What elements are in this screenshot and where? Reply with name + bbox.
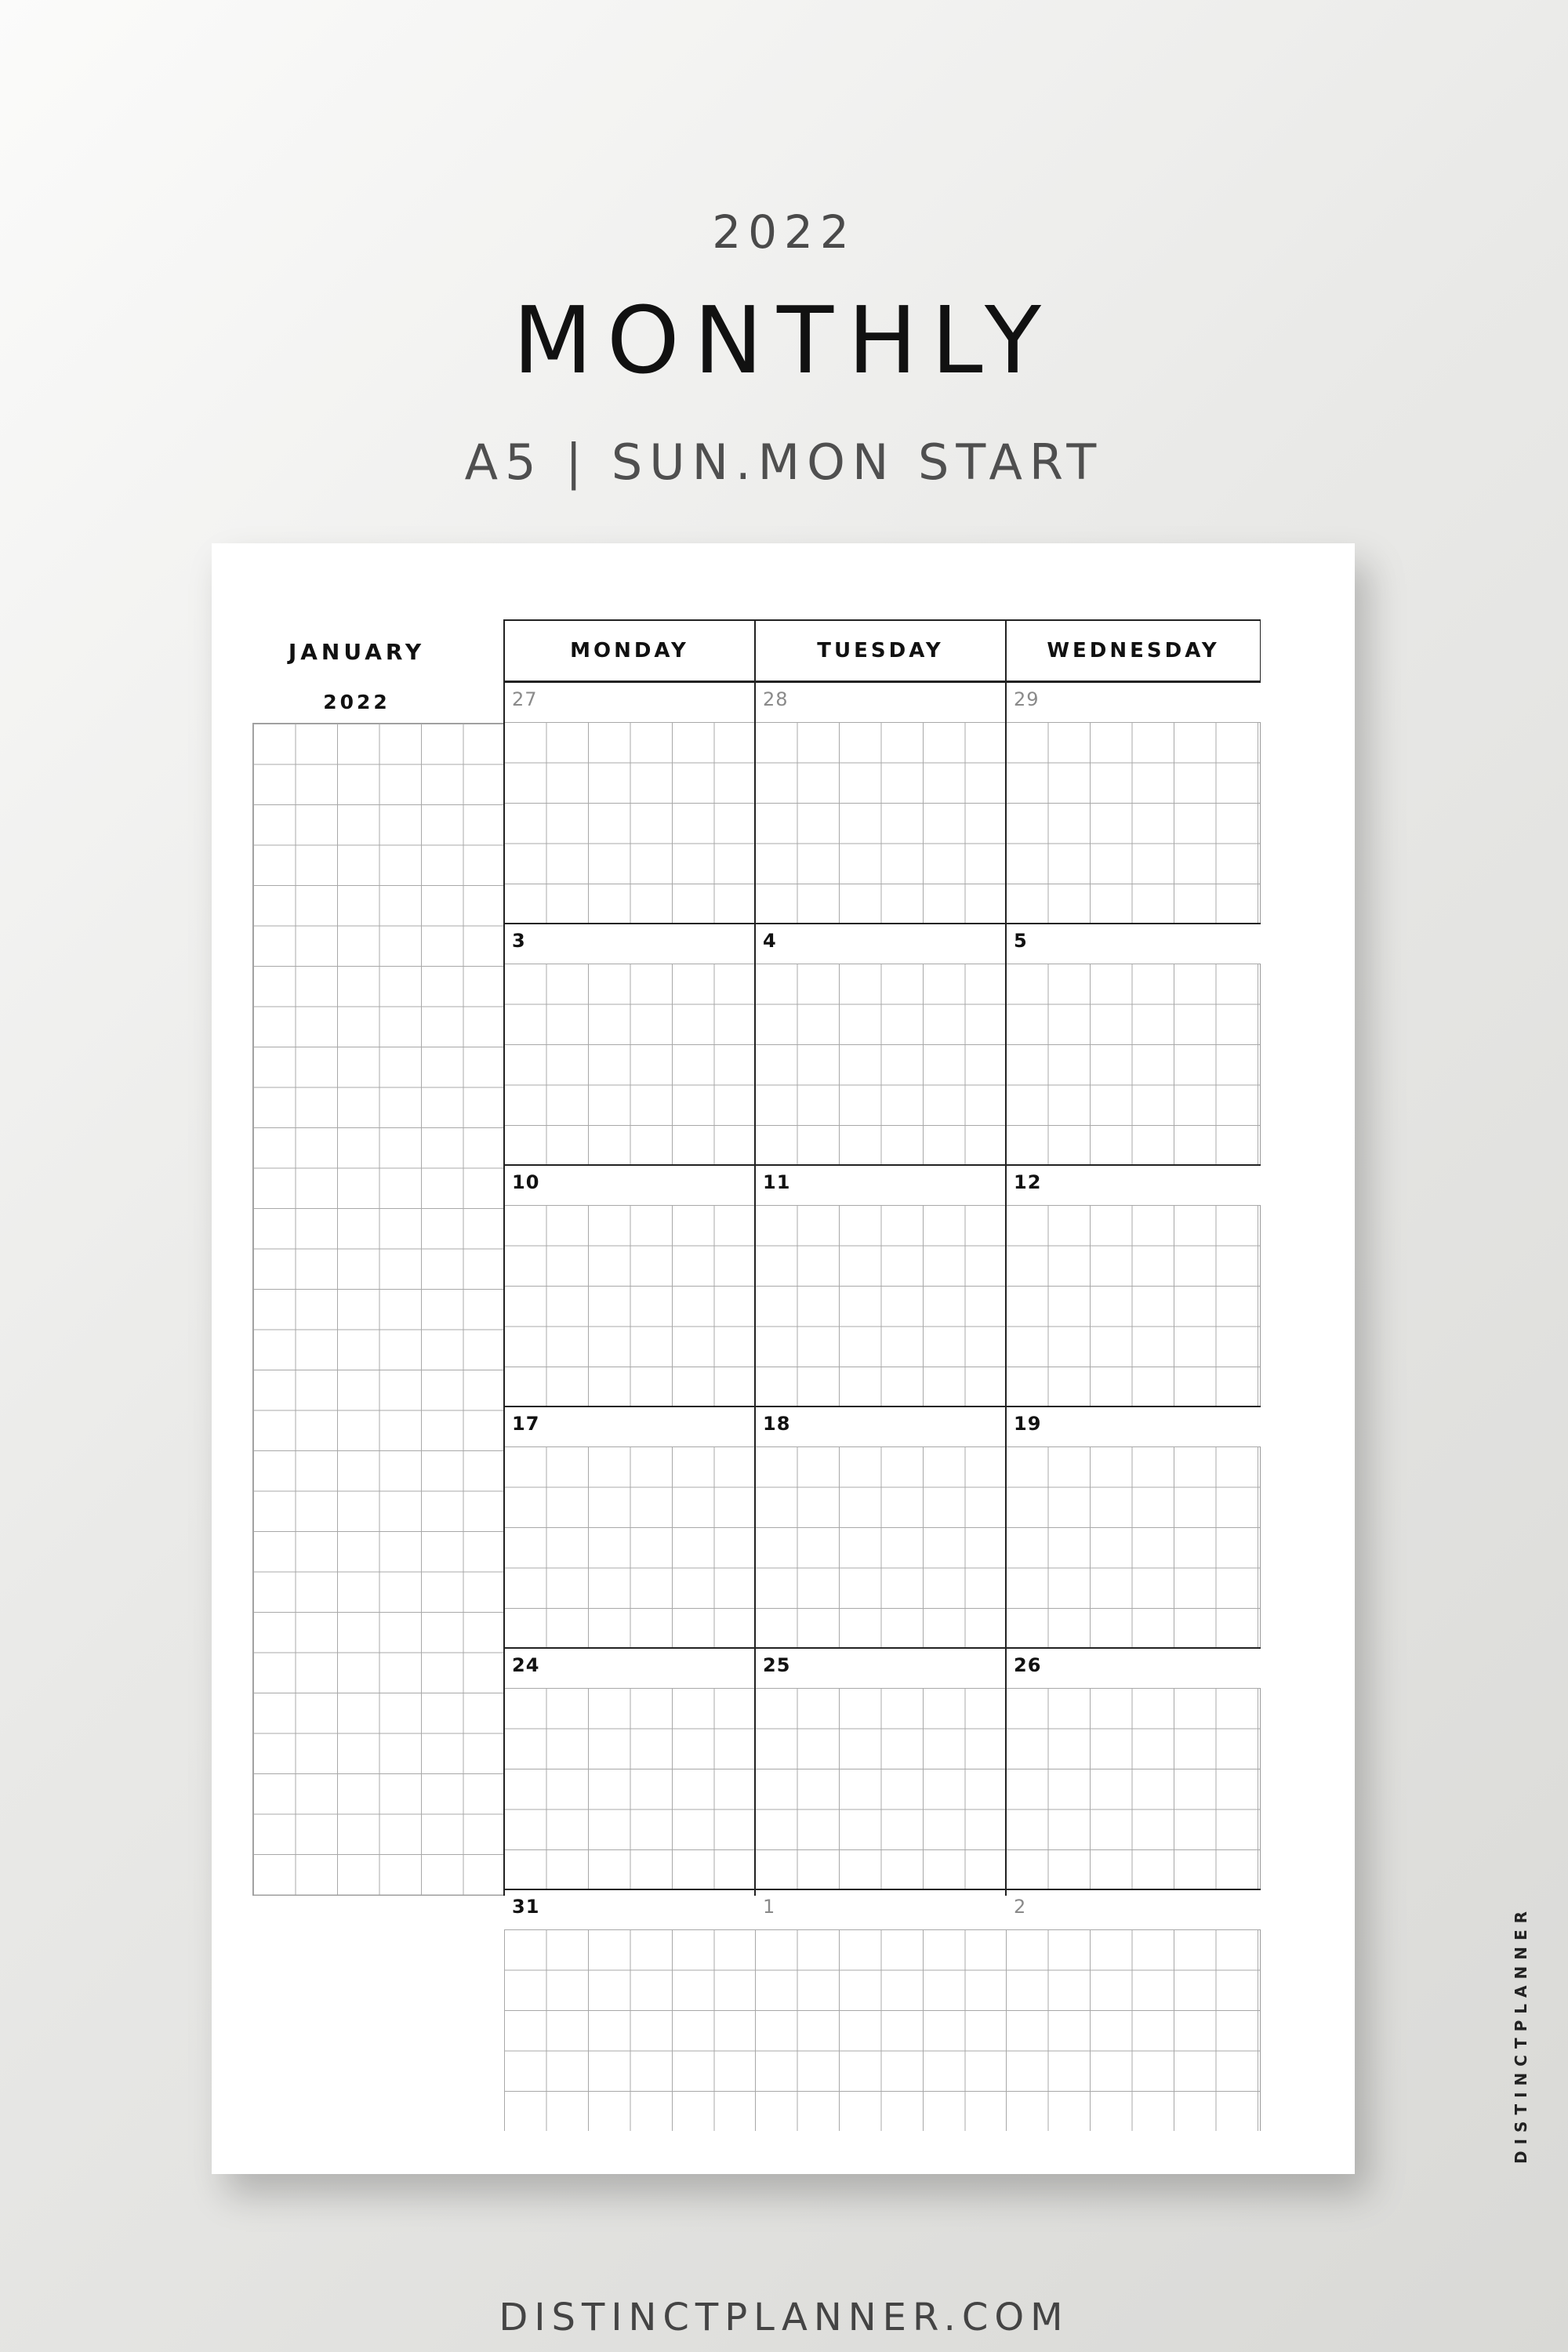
day-number: 4 [763,930,777,952]
day-note-grid [1006,1929,1261,2131]
column-divider [754,619,756,1896]
day-number: 29 [1014,688,1040,710]
day-cell[interactable] [504,1648,755,1889]
month-name: JANUARY [288,639,426,665]
day-note-grid [504,964,755,1165]
notes-grid [252,723,505,1896]
day-cell[interactable] [1006,1165,1261,1406]
day-cell[interactable] [1006,1648,1261,1889]
day-cell[interactable] [755,1165,1006,1406]
day-number: 2 [1014,1896,1027,1918]
day-number: 10 [512,1171,540,1193]
day-note-grid [1006,1688,1261,1889]
day-number: 26 [1014,1654,1042,1676]
day-number: 3 [512,930,526,952]
day-note-grid [1006,964,1261,1165]
day-number: 11 [763,1171,791,1193]
day-cell[interactable] [755,924,1006,1165]
day-note-grid [504,1688,755,1889]
day-note-grid [755,964,1006,1165]
day-note-grid [1006,722,1261,924]
day-number: 25 [763,1654,791,1676]
day-note-grid [755,1929,1006,2131]
day-cell[interactable] [504,682,755,924]
day-cell[interactable] [1006,924,1261,1165]
day-cell[interactable] [1006,682,1261,924]
day-number: 1 [763,1896,776,1918]
header-year: 2022 [712,205,856,259]
day-number: 19 [1014,1413,1042,1435]
day-number: 31 [512,1896,540,1918]
day-cell[interactable] [755,1406,1006,1648]
day-cell[interactable] [504,1165,755,1406]
day-number: 27 [512,688,538,710]
day-number: 17 [512,1413,540,1435]
day-cell[interactable] [755,1889,1006,2131]
weekday-header-tuesday: TUESDAY [755,619,1006,682]
weekday-header-wednesday: WEDNESDAY [1006,619,1261,682]
column-divider [503,619,505,1896]
day-cell[interactable] [755,1648,1006,1889]
side-brand-text: DISTINCTPLANNER [1512,1904,1530,2164]
day-note-grid [1006,1205,1261,1406]
day-number: 12 [1014,1171,1042,1193]
month-year: 2022 [323,691,390,713]
day-note-grid [1006,1446,1261,1648]
calendar-grid [504,619,1261,1918]
weekday-header-monday: MONDAY [504,619,755,682]
day-number: 28 [763,688,789,710]
day-note-grid [755,1446,1006,1648]
day-number: 24 [512,1654,540,1676]
day-note-grid [504,1446,755,1648]
day-cell[interactable] [504,1889,755,2131]
header-subtitle: A5 | SUN.MON START [464,434,1104,491]
day-cell[interactable] [755,682,1006,924]
header-title: MONTHLY [513,286,1055,394]
day-note-grid [504,722,755,924]
day-note-grid [504,1205,755,1406]
day-number: 5 [1014,930,1028,952]
day-cell[interactable] [1006,1406,1261,1648]
column-divider [1005,619,1007,1896]
day-note-grid [755,1688,1006,1889]
planner-page [212,543,1530,2174]
header-divider [504,681,1261,683]
day-note-grid [504,1929,755,2131]
day-number: 18 [763,1413,791,1435]
day-cell[interactable] [504,924,755,1165]
day-note-grid [755,1205,1006,1406]
day-cell[interactable] [504,1406,755,1648]
day-note-grid [755,722,1006,924]
day-cell[interactable] [1006,1889,1261,2131]
footer-website: DISTINCTPLANNER.COM [499,2296,1069,2339]
